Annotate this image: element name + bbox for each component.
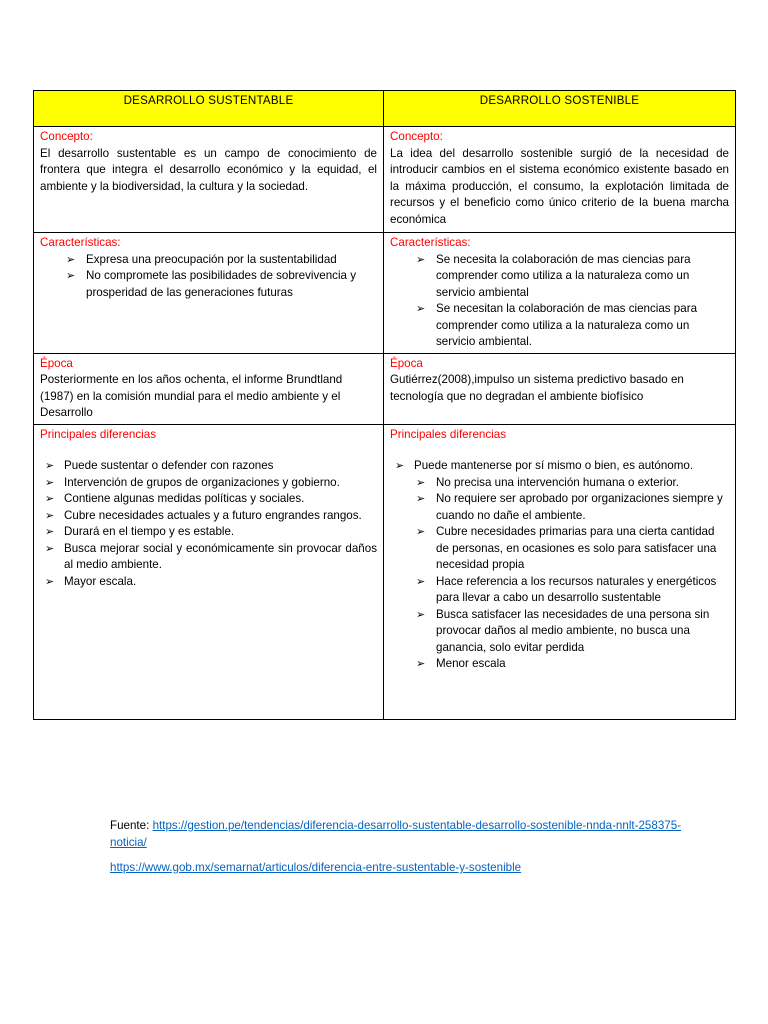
concepto-row (34, 127, 736, 233)
diferencias-sustentable-cell (34, 424, 384, 719)
comparison-table (33, 90, 736, 720)
concepto-sustentable-text: El desarrollo sustentable es un campo de conocimiento de frontera que integra el desarrollo económico y la equidad, el ambiente y la biodiversidad, la cultura y la sociedad. (40, 146, 377, 193)
source-line-1 (110, 817, 690, 851)
spacer (390, 443, 729, 458)
concepto-sostenible-cell (384, 127, 736, 233)
caracteristicas-sostenible-cell (384, 233, 736, 354)
concepto-sostenible-text: La idea del desarrollo sostenible surgió de la necesidad de introducir cambios en el sistema económico existente basado en la máxima producción, el consumo, la explotación limitada de recursos y el beneficio como único criterio de la buena marcha económica (390, 146, 729, 226)
caracteristicas-row (34, 233, 736, 354)
list-item: ➢ Cubre necesidades primarias para una cierta cantidad de personas, en ocasiones es solo para satisfacer una necesidad propia (390, 524, 729, 574)
list-item: ➢ Intervención de grupos de organizaciones y gobierno. (40, 475, 377, 492)
diferencias-sostenible-list (390, 458, 729, 673)
epoca-sustentable-cell (34, 353, 384, 424)
epoca-sostenible-text: Gutiérrez(2008),impulso un sistema predictivo basado en tecnología que no degradan el ambiente biofísico (390, 373, 684, 403)
list-item: ➢ Se necesita la colaboración de mas ciencias para comprender como utiliza a la naturaleza como un servicio ambiental (390, 252, 729, 302)
caracteristicas-label: Características: (390, 236, 471, 249)
list-item: ➢ No requiere ser aprobado por organizaciones siempre y cuando no dañe el ambiente. (390, 491, 729, 524)
sources-section (110, 817, 690, 876)
caracteristicas-sustentable-list (40, 252, 377, 302)
source-link-gob[interactable]: https://www.gob.mx/semarnat/articulos/diferencia-entre-sustentable-y-sostenible (110, 861, 522, 874)
list-item: ➢ Puede sustentar o defender con razones (40, 458, 377, 475)
source-line-2 (110, 859, 690, 876)
diferencias-sustentable-list (40, 458, 377, 590)
diferencias-label: Principales diferencias (390, 427, 506, 441)
list-item: ➢ Hace referencia a los recursos naturales y energéticos para llevar a cabo un desarrollo sustentable (390, 574, 729, 607)
header-sostenible: DESARROLLO SOSTENIBLE (384, 91, 736, 127)
caracteristicas-sustentable-cell (34, 233, 384, 354)
header-row (34, 91, 736, 127)
epoca-label: Época (390, 356, 423, 370)
list-item: ➢ Menor escala (390, 656, 729, 673)
diferencias-label: Principales diferencias (40, 427, 156, 441)
header-sustentable: DESARROLLO SUSTENTABLE (34, 91, 384, 127)
epoca-row (34, 353, 736, 424)
diferencias-sostenible-cell (384, 424, 736, 719)
epoca-sustentable-text: Posteriormente en los años ochenta, el informe Brundtland (1987) en la comisión mundial para el medio ambiente y el Desarrollo (40, 373, 343, 419)
list-item: ➢ Mayor escala. (40, 574, 377, 591)
concepto-sustentable-cell (34, 127, 384, 233)
list-item: ➢ Durará en el tiempo y es estable. (40, 524, 377, 541)
list-item: ➢ Puede mantenerse por sí mismo o bien, es autónomo. (390, 458, 729, 475)
list-item: ➢ No compromete las posibilidades de sobrevivencia y prosperidad de las generaciones futuras (40, 268, 377, 301)
concepto-label: Concepto: (390, 130, 443, 143)
diferencias-row (34, 424, 736, 719)
list-item: ➢ No precisa una intervención humana o exterior. (390, 475, 729, 492)
list-item: ➢ Busca mejorar social y económicamente sin provocar daños al medio ambiente. (40, 541, 377, 574)
list-item: ➢ Cubre necesidades actuales y a futuro engrandes rangos. (40, 508, 377, 525)
list-item: ➢ Se necesitan la colaboración de mas ciencias para comprender como utiliza a la naturaleza como un servicio ambiental. (390, 301, 729, 351)
epoca-sostenible-cell (384, 353, 736, 424)
caracteristicas-label: Características: (40, 236, 121, 249)
source-link-gestion[interactable]: https://gestion.pe/tendencias/diferencia-desarrollo-sustentable-desarrollo-sostenible-nnda-nnlt-258375-noticia/ (110, 819, 682, 849)
source-label: Fuente: (110, 819, 150, 832)
concepto-label: Concepto: (40, 130, 93, 143)
list-item: ➢ Expresa una preocupación por la sustentabilidad (40, 252, 377, 269)
list-item: ➢ Contiene algunas medidas políticas y sociales. (40, 491, 377, 508)
caracteristicas-sostenible-list (390, 252, 729, 351)
spacer (40, 443, 377, 458)
epoca-label: Época (40, 356, 73, 370)
list-item: ➢ Busca satisfacer las necesidades de una persona sin provocar daños al medio ambiente, no busca una ganancia, solo evitar perdida (390, 607, 729, 657)
